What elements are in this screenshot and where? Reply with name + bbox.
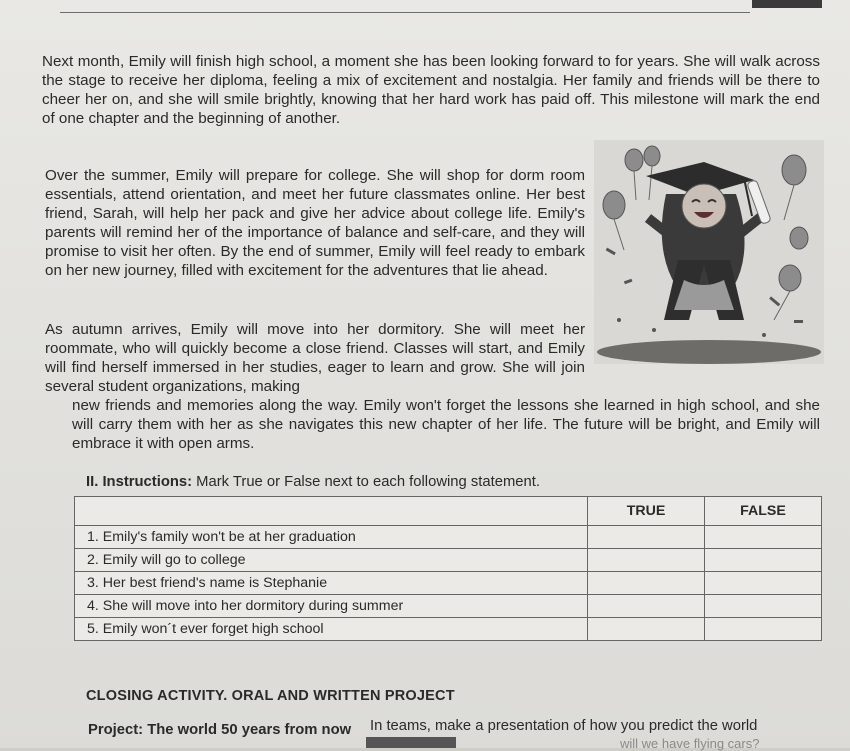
false-column-header: FALSE [705, 497, 822, 526]
statement-3: 3. Her best friend's name is Stephanie [75, 572, 588, 595]
table-row [75, 549, 822, 572]
table-row [75, 595, 822, 618]
false-box-1[interactable] [705, 526, 822, 549]
true-column-header: TRUE [588, 497, 705, 526]
table-row [75, 618, 822, 641]
top-edge-bar [752, 0, 822, 8]
true-box-5[interactable] [588, 618, 705, 641]
story-paragraph-3-continued: new friends and memories along the way. Emily won't forget the lessons she learned in high school, and she will carry them with her as she navigates this new chapter of her life. The future will be bright, and Emily will embrace it with open arms. [72, 397, 820, 452]
false-box-4[interactable] [705, 595, 822, 618]
story-paragraph-3: As autumn arrives, Emily will move into her dormitory. She will meet her roommate, who will quickly become a close friend. Classes will start, and Emily will find herself immersed in her studies, eager to learn and grow. She will join several student organizations, making [45, 321, 585, 395]
instructions-line [86, 474, 540, 490]
graduate-illustration [594, 140, 824, 364]
story-paragraph-1: Next month, Emily will finish high school, a moment she has been looking forward to for years. She will walk across the stage to receive her diploma, feeling a mix of excitement and nostalgia. Her family and friends will be there to cheer her on, and she will smile brightly, knowing that her hard work has paid off. This milestone will mark the end of one chapter and the beginning of another. [42, 53, 820, 127]
true-box-1[interactable] [588, 526, 705, 549]
false-box-3[interactable] [705, 572, 822, 595]
statement-4: 4. She will move into her dormitory during summer [75, 595, 588, 618]
table-row [75, 526, 822, 549]
false-box-5[interactable] [705, 618, 822, 641]
statement-1: 1. Emily's family won't be at her graduation [75, 526, 588, 549]
top-rule [60, 12, 750, 13]
true-box-4[interactable] [588, 595, 705, 618]
true-box-3[interactable] [588, 572, 705, 595]
true-box-2[interactable] [588, 549, 705, 572]
faded-bleed-text: will we have flying cars? [620, 736, 760, 751]
story-paragraph-2: Over the summer, Emily will prepare for college. She will shop for dorm room essentials, attend orientation, and meet her future classmates online. Her best friend, Sarah, will help her pack and give her advice about college life. Emily's parents will remind her of the importance of balance and self-care, and they will promise to visit her often. By the end of summer, Emily will feel ready to embark on her new journey, filled with excitement for the adventures that lie ahead. [45, 167, 585, 279]
instructions-text: Mark True or False next to each following statement. [192, 474, 540, 490]
project-title: Project: The world 50 years from now [88, 722, 352, 738]
false-box-2[interactable] [705, 549, 822, 572]
project-instructions: In teams, make a presentation of how you predict the world [370, 718, 758, 734]
statement-header [75, 497, 588, 526]
closing-activity-heading: CLOSING ACTIVITY. ORAL AND WRITTEN PROJECT [86, 688, 455, 704]
statement-2: 2. Emily will go to college [75, 549, 588, 572]
true-false-table [74, 496, 822, 641]
table-header-row [75, 497, 822, 526]
statement-5: 5. Emily won´t ever forget high school [75, 618, 588, 641]
instructions-heading: II. Instructions: [86, 474, 193, 490]
table-row [75, 572, 822, 595]
redaction-bar [366, 737, 456, 748]
